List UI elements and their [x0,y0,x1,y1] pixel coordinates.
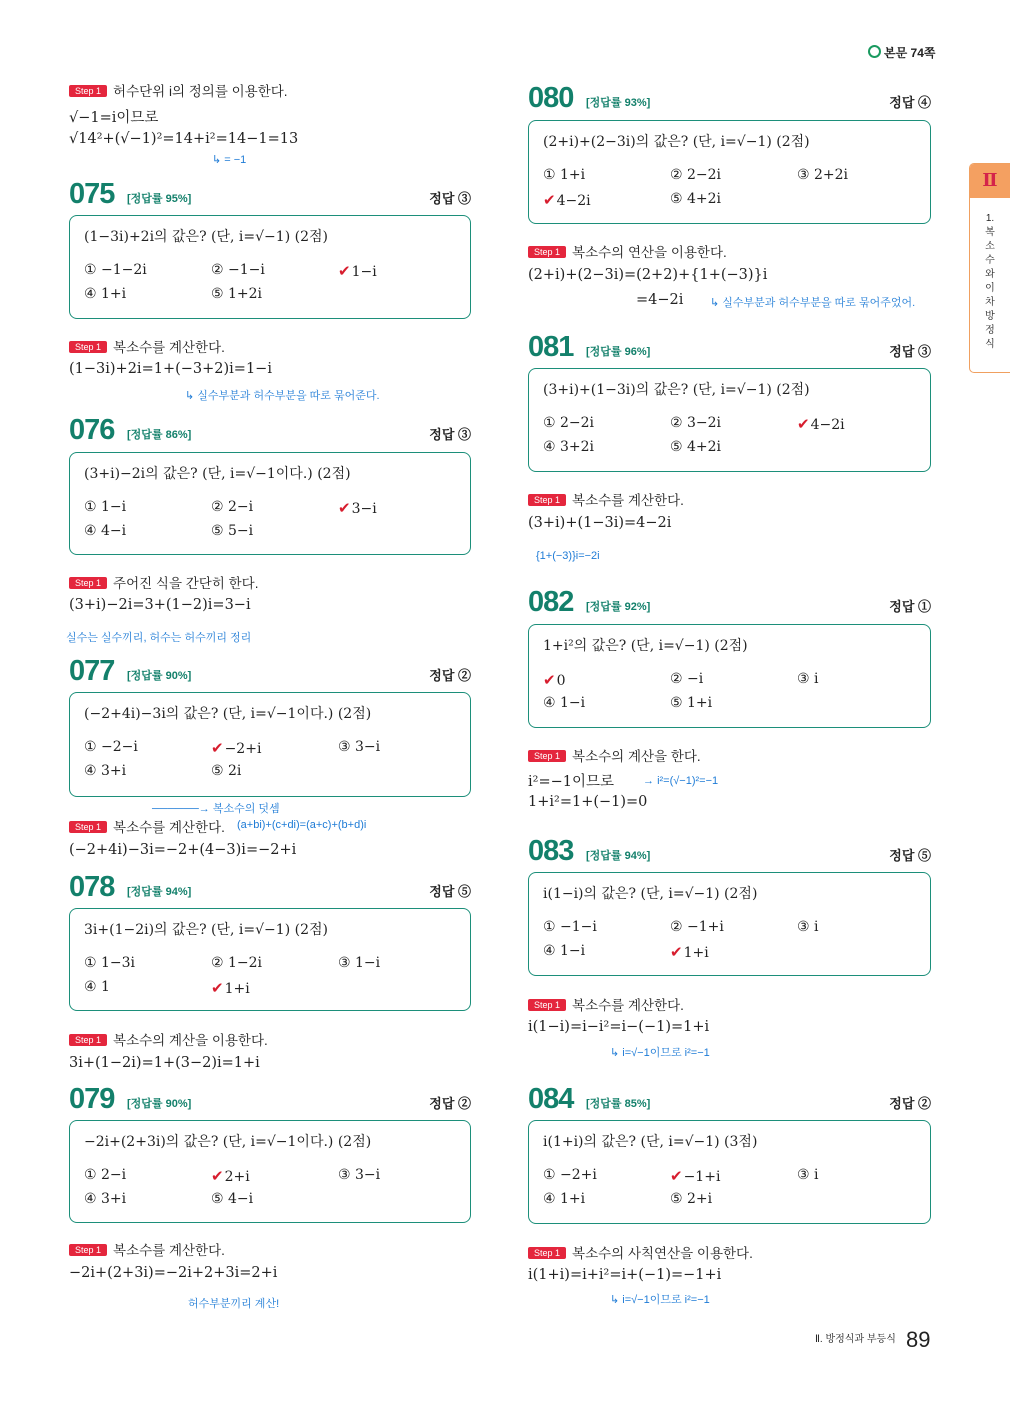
solution-075: (1−3i)+2i=1+(−3+2)i=1−i [69,361,272,377]
note-077: ──────→ 복소수의 덧셈 [152,803,280,815]
question-box-082: 1+i²의 값은? (단, i=√−1) (2점) ✔0 ② −i ③ i ④ 1−i ⑤ 1+i [528,624,931,728]
solution-step-084: Step 1 복소수의 사칙연산을 이용한다. [528,1242,753,1262]
solution-083: i(1−i)=i−i²=i−(−1)=1+i [528,1019,710,1035]
checkmark-icon: ✔ [338,262,351,280]
intro-step: Step 1 허수단위 i의 정의를 이용한다. [69,80,288,100]
question-box-077: (−2+4i)−3i의 값은? (단, i=√−1이다.) (2점) ① −2−i ✔−2+i ③ 3−i ④ 3+i ⑤ 2i [69,692,471,797]
note-077-formula: (a+bi)+(c+di)=(a+c)+(b+d)i [237,819,367,831]
note-082: → i²=(√−1)²=−1 [643,775,719,787]
question-box-075: (1−3i)+2i의 값은? (단, i=√−1) (2점) ① −1−2i ② −1−i ✔1−i ④ 1+i ⑤ 1+2i [69,215,471,319]
question-header-077: 077 [정답률 90%] 정답 ② [69,655,471,687]
checkmark-icon: ✔ [670,1167,683,1185]
question-header-083: 083 [정답률 94%] 정답 ⑤ [528,835,931,867]
intro-line-2: √14²+(√−1)²=14+i²=14−1=13 [69,131,299,147]
solution-081: (3+i)+(1−3i)=4−2i [528,515,672,531]
solution-084: i(1+i)=i+i²=i+(−1)=−1+i [528,1267,722,1283]
question-header-079: 079 [정답률 90%] 정답 ② [69,1083,471,1115]
checkmark-icon: ✔ [211,979,224,997]
page-number: 89 [906,1327,931,1352]
note-083: ↳ i=√−1이므로 i²=−1 [610,1047,710,1059]
solution-078: 3i+(1−2i)=1+(3−2)i=1+i [69,1055,260,1071]
solution-step-082: Step 1 복소수의 계산을 한다. [528,745,701,765]
solution-080-line-2: =4−2i [636,292,684,308]
correct-choice: ✔0 [543,671,566,689]
chapter-title: 1. 복소수와 이차방정식 [985,213,995,350]
question-box-084: i(1+i)의 값은? (단, i=√−1) (3점) ① −2+i ✔−1+i ③ i ④ 1+i ⑤ 2+i [528,1120,931,1224]
correct-choice: ✔3−i [338,499,377,517]
solution-077: (−2+4i)−3i=−2+(4−3)i=−2+i [69,842,297,858]
question-box-076: (3+i)−2i의 값은? (단, i=√−1이다.) (2점) ① 1−i ② 2−i ✔3−i ④ 4−i ⑤ 5−i [69,452,471,555]
checkmark-icon: ✔ [338,499,351,517]
solution-082-line-2: 1+i²=1+(−1)=0 [528,794,648,810]
correct-choice: ✔4−2i [797,415,845,433]
question-header-078: 078 [정답률 94%] 정답 ⑤ [69,871,471,903]
note-080: ↳ 실수부분과 허수부분을 따로 묶어주었어. [710,297,916,309]
checkmark-icon: ✔ [543,191,556,209]
solution-step-083: Step 1 복소수를 계산한다. [528,994,684,1014]
correct-choice: ✔−2+i [211,739,262,757]
note-084: ↳ i=√−1이므로 i²=−1 [610,1294,710,1306]
solution-076: (3+i)−2i=3+(1−2)i=3−i [69,597,251,613]
solution-080-line-1: (2+i)+(2−3i)=(2+2)+{1+(−3)}i [528,267,768,283]
note-076: 실수는 실수끼리, 허수는 허수끼리 정리 [66,632,252,644]
note-075: ↳ 실수부분과 허수부분을 따로 묶어준다. [185,390,380,402]
solution-step-081: Step 1 복소수를 계산한다. [528,489,684,509]
question-header-075: 075 [정답률 95%] 정답 ③ [69,178,471,210]
checkmark-icon: ✔ [797,415,810,433]
solution-step-080: Step 1 복소수의 연산을 이용한다. [528,241,727,261]
intro-line-1: √−1=i이므로 [69,110,159,126]
correct-choice: ✔1−i [338,262,377,280]
question-box-078: 3i+(1−2i)의 값은? (단, i=√−1) (2점) ① 1−3i ② 1−2i ③ 1−i ④ 1 ✔1+i [69,908,471,1011]
footer-section: Ⅱ. 방정식과 부등식 [815,1334,896,1345]
question-box-080: (2+i)+(2−3i)의 값은? (단, i=√−1) (2점) ① 1+i ② 2−2i ③ 2+2i ✔4−2i ⑤ 4+2i [528,120,931,224]
solution-079: −2i+(2+3i)=−2i+2+3i=2+i [69,1265,278,1281]
chapter-side-tab [969,163,1010,373]
question-box-083: i(1−i)의 값은? (단, i=√−1) (2점) ① −1−i ② −1+i ③ i ④ 1−i ✔1+i [528,872,931,976]
chapter-number: Ⅱ [970,164,1010,198]
solution-step-079: Step 1 복소수를 계산한다. [69,1239,225,1259]
correct-choice: ✔2+i [211,1167,250,1185]
solution-step-077: Step 1 복소수를 계산한다. [69,816,225,836]
correct-choice: ✔−1+i [670,1167,721,1185]
question-header-082: 082 [정답률 92%] 정답 ① [528,586,931,618]
solution-step-078: Step 1 복소수의 계산을 이용한다. [69,1029,268,1049]
question-box-079: −2i+(2+3i)의 값은? (단, i=√−1이다.) (2점) ① 2−i ✔2+i ③ 3−i ④ 3+i ⑤ 4−i [69,1120,471,1223]
note-079: 허수부분끼리 계산! [188,1298,280,1310]
intro-note: ↳ = −1 [212,154,247,166]
question-header-084: 084 [정답률 85%] 정답 ② [528,1083,931,1115]
question-header-080: 080 [정답률 93%] 정답 ④ [528,82,931,114]
question-header-081: 081 [정답률 96%] 정답 ③ [528,331,931,363]
solution-082-line-1: i²=−1이므로 [528,774,614,790]
checkmark-icon: ✔ [211,1167,224,1185]
question-box-081: (3+i)+(1−3i)의 값은? (단, i=√−1) (2점) ① 2−2i ② 3−2i ✔4−2i ④ 3+2i ⑤ 4+2i [528,368,931,472]
step-badge: Step 1 [69,85,107,97]
correct-choice: ✔1+i [211,979,250,997]
note-081: {1+(−3)}i=−2i [536,550,600,562]
correct-choice: ✔1+i [670,943,709,961]
solution-step-076: Step 1 주어진 식을 간단히 한다. [69,572,258,592]
checkmark-icon: ✔ [670,943,683,961]
checkmark-icon: ✔ [543,671,556,689]
page-reference: 본문 74쪽 [868,44,935,61]
circle-bullet-icon [868,45,881,58]
solution-step-075: Step 1 복소수를 계산한다. [69,336,225,356]
correct-choice: ✔4−2i [543,191,591,209]
question-header-076: 076 [정답률 86%] 정답 ③ [69,414,471,446]
checkmark-icon: ✔ [211,739,224,757]
